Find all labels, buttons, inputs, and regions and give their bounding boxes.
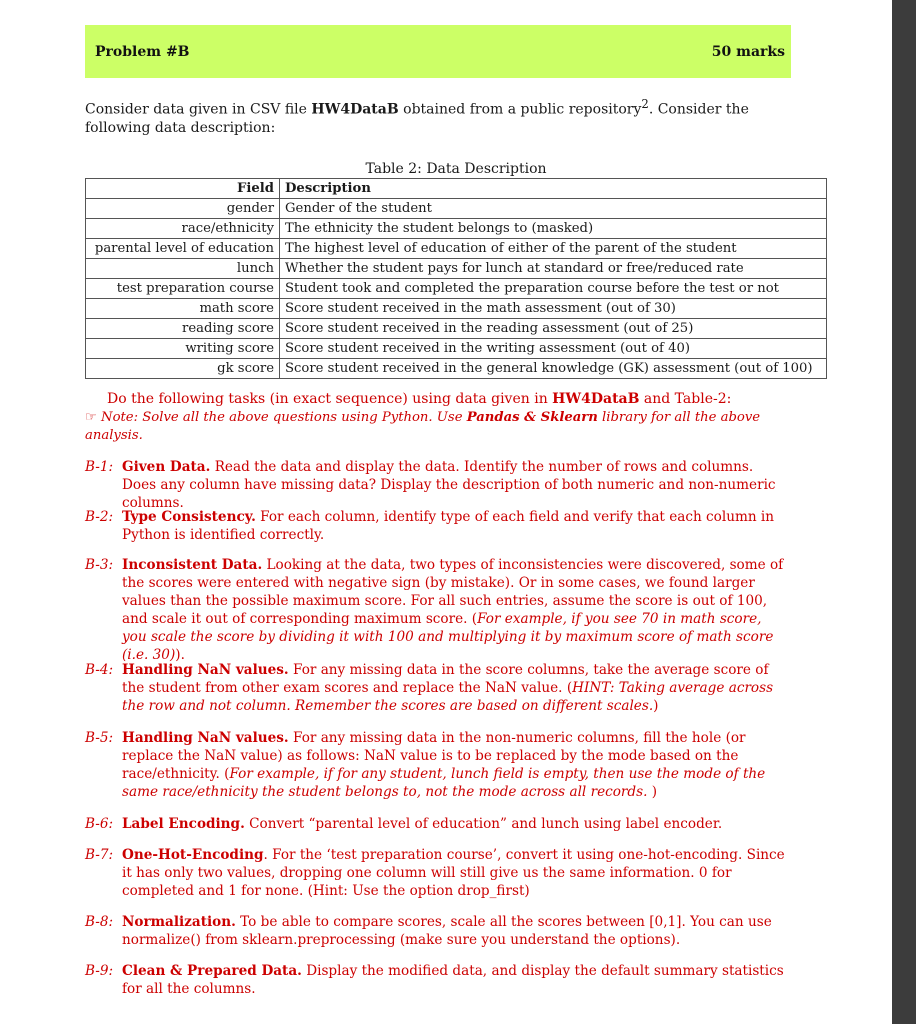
description-cell: The highest level of education of either of the parent of the student <box>280 239 827 259</box>
tasks-instruction-text-2: and Table-2: <box>639 391 732 407</box>
task-text-end: ). <box>175 647 185 663</box>
task-b7 <box>85 846 785 900</box>
description-cell: Score student received in the writing assessment (out of 40) <box>280 339 827 359</box>
task-title: Inconsistent Data. <box>122 557 263 573</box>
task-b5 <box>85 729 785 801</box>
task-title: Normalization. <box>122 914 236 930</box>
task-label: B-8: <box>85 914 114 930</box>
task-label: B-6: <box>85 816 114 832</box>
tasks-instruction <box>107 390 797 408</box>
description-cell: Score student received in the general knowledge (GK) assessment (out of 100) <box>280 359 827 379</box>
task-title: One-Hot-Encoding <box>122 847 264 863</box>
problem-title: Problem #B <box>95 43 190 60</box>
footnote-marker: 2 <box>641 97 649 111</box>
task-text: To be able to compare scores, scale all the scores between [0,1]. You can use normalize() from sklearn.preprocessing (make sure you understand the options). <box>122 914 772 948</box>
task-b8 <box>85 913 785 949</box>
task-b1 <box>85 458 785 512</box>
field-cell: writing score <box>86 339 280 359</box>
table-row <box>86 319 827 339</box>
note-text-2: library for all the above analysis. <box>85 410 761 443</box>
field-cell: test preparation course <box>86 279 280 299</box>
task-title: Type Consistency. <box>122 509 256 525</box>
marks-label: 50 marks <box>711 43 785 60</box>
task-title: Handling NaN values. <box>122 730 289 746</box>
description-header: Description <box>280 179 827 199</box>
table-caption: Table 2: Data Description <box>365 161 547 177</box>
pointing-hand-icon: ☞ <box>85 410 97 425</box>
task-italic-hint: HINT: Taking average across the row and not column. Remember the scores are based on different scales. <box>122 680 774 714</box>
task-label: B-2: <box>85 509 114 525</box>
task-label: B-1: <box>85 459 114 475</box>
description-cell: Student took and completed the preparation course before the test or not <box>280 279 827 299</box>
task-text-end: ) <box>653 698 659 714</box>
field-cell: gender <box>86 199 280 219</box>
table-row <box>86 279 827 299</box>
task-text: Looking at the data, two types of inconsistencies were discovered, some of the scores were entered with negative sign (by mistake). Or in some cases, we found larger values than the possible maximum score. For all such entries, assume the score is out of 100, and scale it out of corresponding maximum score. ( <box>122 557 784 627</box>
task-title: Label Encoding. <box>122 816 245 832</box>
description-cell: The ethnicity the student belongs to (masked) <box>280 219 827 239</box>
table-row <box>86 339 827 359</box>
field-cell: lunch <box>86 259 280 279</box>
task-text: . For the ‘test preparation course’, convert it using one-hot-encoding. Since it has only two values, dropping one column will still give us the same information. 0 for completed and 1 for none. (Hint: Use the option drop_first) <box>122 847 785 899</box>
table-row <box>86 299 827 319</box>
description-cell: Whether the student pays for lunch at standard or free/reduced rate <box>280 259 827 279</box>
task-b2 <box>85 508 785 544</box>
table-row <box>86 259 827 279</box>
problem-header-bar <box>85 25 791 78</box>
field-header: Field <box>86 179 280 199</box>
data-description-table <box>85 178 827 379</box>
table-row <box>86 219 827 239</box>
task-label: B-5: <box>85 730 114 746</box>
description-cell: Score student received in the reading assessment (out of 25) <box>280 319 827 339</box>
field-cell: gk score <box>86 359 280 379</box>
table-row <box>86 359 827 379</box>
task-label: B-4: <box>85 662 114 678</box>
task-text: Convert “parental level of education” and lunch using label encoder. <box>249 816 723 832</box>
note-text: Note: Solve all the above questions using Python. Use <box>101 410 467 425</box>
task-text: Display the modified data, and display the default summary statistics for all the columns. <box>122 963 784 997</box>
task-text-end: ) <box>647 784 658 800</box>
task-text: Read the data and display the data. Identify the number of rows and columns. Does any column have missing data? Display the description of both numeric and non-numeric columns. <box>122 459 776 511</box>
intro-text-3: . Consider the following data description: <box>85 101 749 136</box>
task-title: Handling NaN values. <box>122 662 289 678</box>
task-title: Given Data. <box>122 459 211 475</box>
scrollbar[interactable] <box>892 0 916 1024</box>
python-note <box>85 409 785 445</box>
task-italic-example: For example, if you see 70 in math score, you scale the score by dividing it with 100 and multiplying it by maximum score of math score (i.e. 30) <box>122 611 774 663</box>
description-cell: Score student received in the math assessment (out of 30) <box>280 299 827 319</box>
task-b9 <box>85 962 785 998</box>
field-cell: race/ethnicity <box>86 219 280 239</box>
task-text: For any missing data in the non-numeric columns, fill the hole (or replace the NaN value) as follows: NaN value is to be replaced by the mode based on the race/ethnicity. ( <box>122 730 746 782</box>
task-label: B-7: <box>85 847 114 863</box>
tasks-filename: HW4DataB <box>552 391 640 407</box>
table-row <box>86 199 827 219</box>
task-text: For each column, identify type of each field and verify that each column in Python is identified correctly. <box>122 509 775 543</box>
tasks-instruction-text: Do the following tasks (in exact sequence) using data given in <box>107 391 553 407</box>
task-label: B-3: <box>85 557 114 573</box>
task-italic-example: For example, if for any student, lunch field is empty, then use the mode of the same race/ethnicity the student belongs to, not the mode across all records. <box>122 766 766 800</box>
task-b4 <box>85 661 785 715</box>
task-text: For any missing data in the score columns, take the average score of the student from other exam scores and replace the NaN value. ( <box>122 662 769 696</box>
field-cell: reading score <box>86 319 280 339</box>
intro-filename: HW4DataB <box>311 101 399 118</box>
task-b6 <box>85 815 785 833</box>
task-b3 <box>85 556 785 664</box>
note-libraries: Pandas & Sklearn <box>466 410 598 425</box>
task-title: Clean & Prepared Data. <box>122 963 302 979</box>
table-header-row <box>86 179 827 199</box>
intro-text-2: obtained from a public repository <box>398 101 642 118</box>
field-cell: math score <box>86 299 280 319</box>
field-cell: parental level of education <box>86 239 280 259</box>
description-cell: Gender of the student <box>280 199 827 219</box>
table-row <box>86 239 827 259</box>
intro-paragraph <box>85 95 785 137</box>
task-label: B-9: <box>85 963 114 979</box>
intro-text: Consider data given in CSV file <box>85 101 312 118</box>
